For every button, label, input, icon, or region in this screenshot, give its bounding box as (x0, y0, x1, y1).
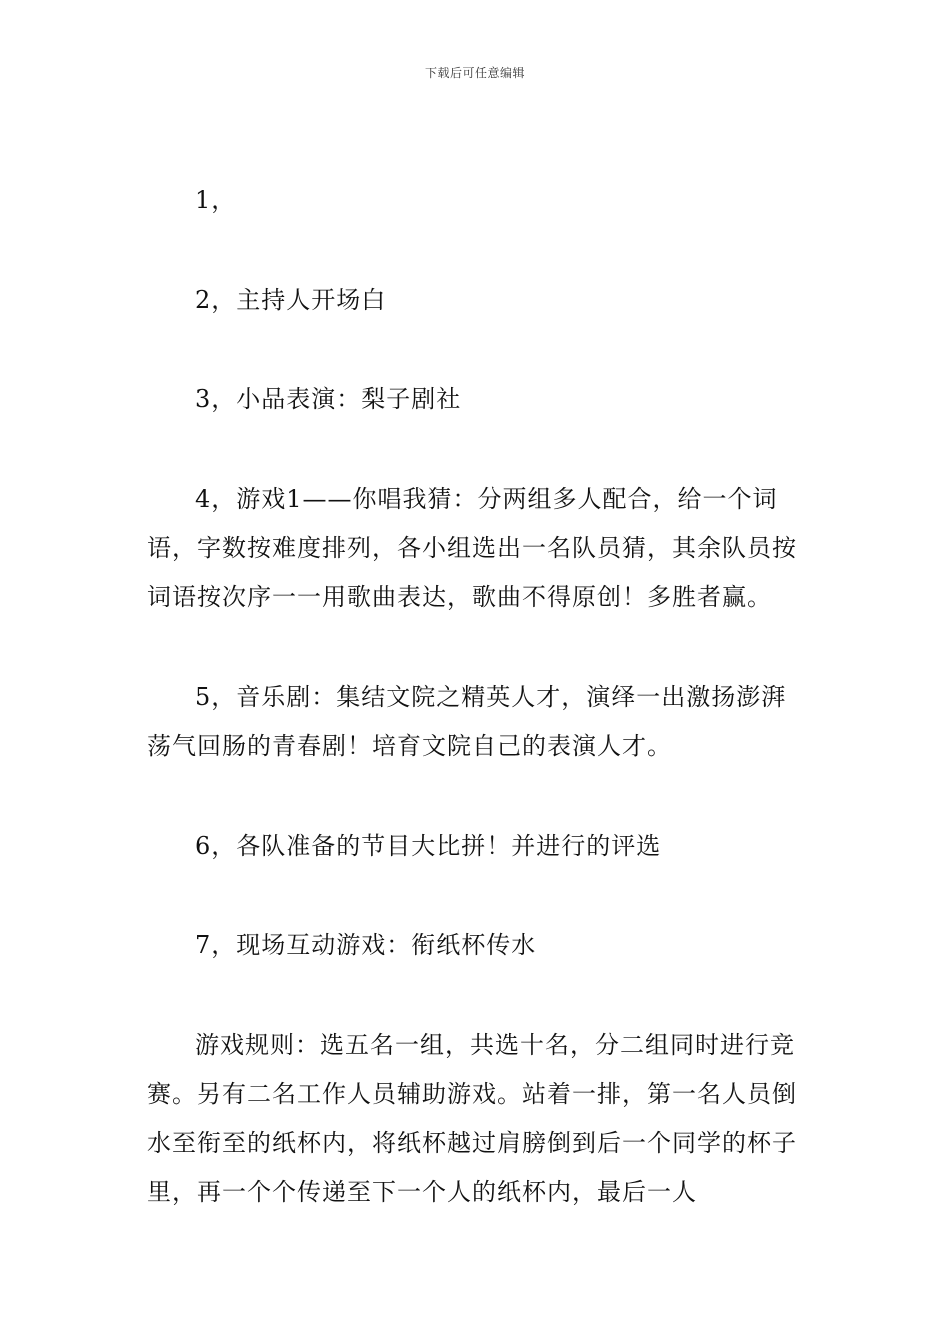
paragraph-item-1: 1， (195, 186, 237, 214)
paragraph-item-7: 7，现场互动游戏：衔纸杯传水 (195, 931, 537, 959)
paragraph-item-2: 2，主持人开场白 (195, 286, 387, 314)
paragraph-item-5: 5，音乐剧：集结文院之精英人才，演绎一出激扬澎湃荡气回肠的青春剧！培育文院自己的表演人才。 (147, 683, 787, 760)
paragraph-item-4: 4，游戏1——你唱我猜：分两组多人配合，给一个词语，字数按难度排列，各小组选出一名队员猜，其余队员按词语按次序一一用歌曲表达，歌曲不得原创！多胜者赢。 (147, 485, 797, 611)
paragraph-item-6: 6，各队准备的节目大比拼！并进行的评选 (195, 832, 662, 860)
paragraph-item-3: 3，小品表演：梨子剧社 (195, 385, 462, 413)
page-header: 下载后可任意编辑 (424, 66, 525, 80)
paragraph-game-rules: 游戏规则：选五名一组，共选十名，分二组同时进行竞赛。另有二名工作人员辅助游戏。站着一排，第一名人员倒水至衔至的纸杯内，将纸杯越过肩膀倒到后一个同学的杯子里，再一个个传递至下一个人的纸杯内，最后一人 (147, 1031, 797, 1206)
